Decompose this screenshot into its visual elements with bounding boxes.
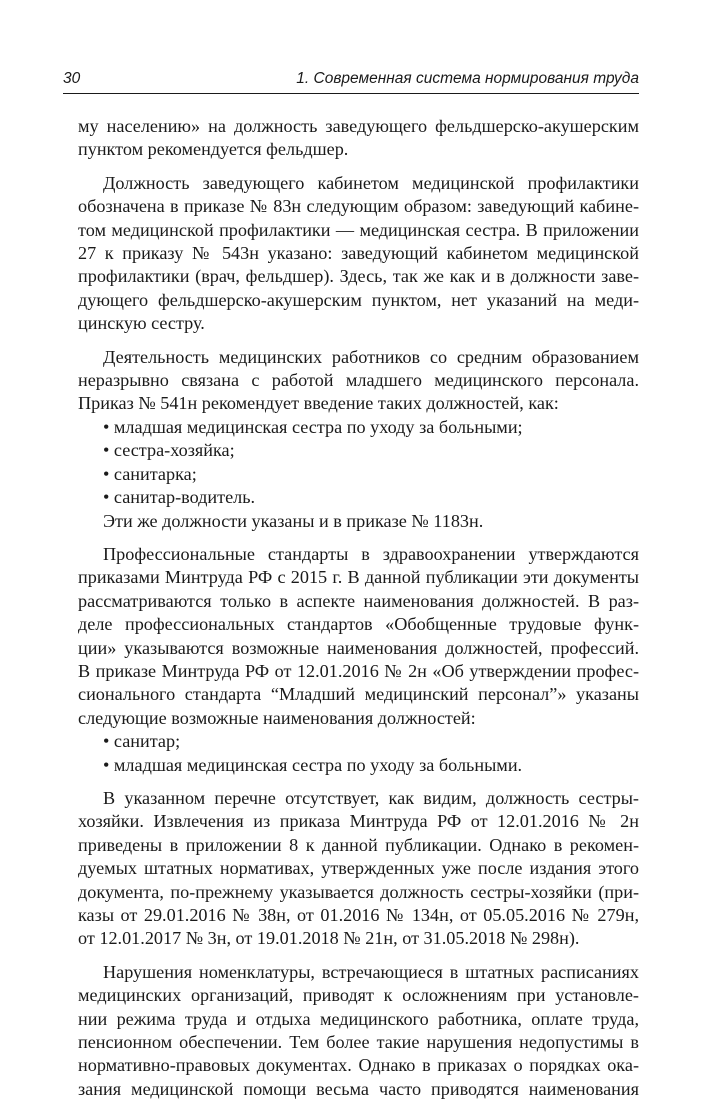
page-body [78,115,639,1101]
header-rule [63,93,639,94]
text-line: деле профессиональных стандартов «Обобщенные трудовые функ- [78,614,639,635]
list-item: • младшая медицинская сестра по уходу за больными. [103,754,523,775]
list-item: • сестра-хозяйка; [103,440,235,461]
text-line: дующего фельдшерско-акушерским пунктом, нет указаний на меди- [78,289,639,310]
text-line: том медицинской профилактики — медицинская сестра. В приложении [78,219,639,240]
text-line: хозяйки. Извлечения из приказа Минтруда РФ от 12.01.2016 № 2н [78,811,639,832]
text-line: пенсионном обеспечении. Тем более такие нарушения недопустимы в [78,1032,639,1053]
running-header [63,68,639,90]
text-line: 27 к приказу № 543н указано: заведующий кабинетом медицинской [78,243,639,264]
list-item: • санитар-водитель. [103,487,256,508]
text-line: В приказе Минтруда РФ от 12.01.2016 № 2н «Об утверждении профес- [78,660,639,681]
text-line: дуемых штатных нормативах, утвержденных уже после издания этого [78,858,639,879]
list-item: • санитар; [103,731,181,752]
text-line: нормативно-правовых документах. Однако в приказах о порядках ока- [78,1055,639,1076]
paragraph-gap [78,162,639,172]
page-number: 30 [63,70,81,87]
text-line: ции» указываются возможные наименования должностей, профессий. [78,637,639,658]
list-item: • младшая медицинская сестра по уходу за больными; [103,416,523,437]
text-line: пунктом рекомендуется фельдшер. [78,139,349,160]
text-line: зания медицинской помощи весьма часто приводятся наименования [78,1078,639,1099]
text-line: Профессиональные стандарты в здравоохранении утверждаются [103,543,639,564]
text-line: приказами Минтруда РФ с 2015 г. В данной публикации эти документы [78,567,639,588]
text-line: му населению» на должность заведующего фельдшерско-акушерским [78,116,639,136]
text-line: от 12.01.2017 № 3н, от 19.01.2018 № 21н, от 31.05.2018 № 298н). [78,928,580,949]
list-item: • санитарка; [103,463,197,484]
paragraph [78,172,639,336]
paragraph [78,787,639,951]
text-line: неразрывно связана с работой младшего медицинского персонала. [78,370,639,391]
text-line: Должность заведующего кабинетом медицинской профилактики [103,172,639,193]
text-line: Деятельность медицинских работников со средним образованием [103,346,639,367]
text-line: цинскую сестру. [78,313,205,334]
text-line: казы от 29.01.2016 № 38н, от 01.2016 № 134н, от 05.05.2016 № 279н, [78,905,639,925]
text-line: документа, по-прежнему указывается должность сестры-хозяйки (при- [78,881,639,902]
text-line: В указанном перечне отсутствует, как видим, должность сестры- [103,787,639,808]
paragraph-gap [78,336,639,346]
text-line: сионального стандарта “Младший медицинский персонал”» указаны [78,684,639,705]
text-line: Эти же должности указаны и в приказе № 1183н. [103,510,484,531]
text-line: обозначена в приказе № 83н следующим образом: заведующий кабине- [78,196,639,217]
running-title: 1. Современная система нормирования труда [296,70,639,87]
text-line: Нарушения номенклатуры, встречающиеся в штатных расписаниях [103,961,639,982]
text-line: профилактики (врач, фельдшер). Здесь, так же как и в должности заве- [78,266,639,287]
paragraph [78,115,639,162]
paragraph-gap [78,951,639,961]
paragraph-gap [78,777,639,787]
text-line: следующие возможные наименования должностей: [78,707,476,728]
text-line: рассматриваются только в аспекте наименования должностей. В раз- [78,590,639,611]
text-line: медицинских организаций, приводят к осложнениям при установле- [78,985,639,1006]
paragraph-gap [78,533,639,543]
paragraph [78,543,639,777]
text-line: нии режима труда и отдыха медицинского работника, оплате труда, [78,1008,639,1029]
paragraph [78,346,639,533]
text-line: приведены в приложении 8 к данной публикации. Однако в рекомен- [78,834,639,855]
text-line: Приказ № 541н рекомендует введение таких должностей, как: [78,393,559,414]
paragraph [78,961,639,1101]
